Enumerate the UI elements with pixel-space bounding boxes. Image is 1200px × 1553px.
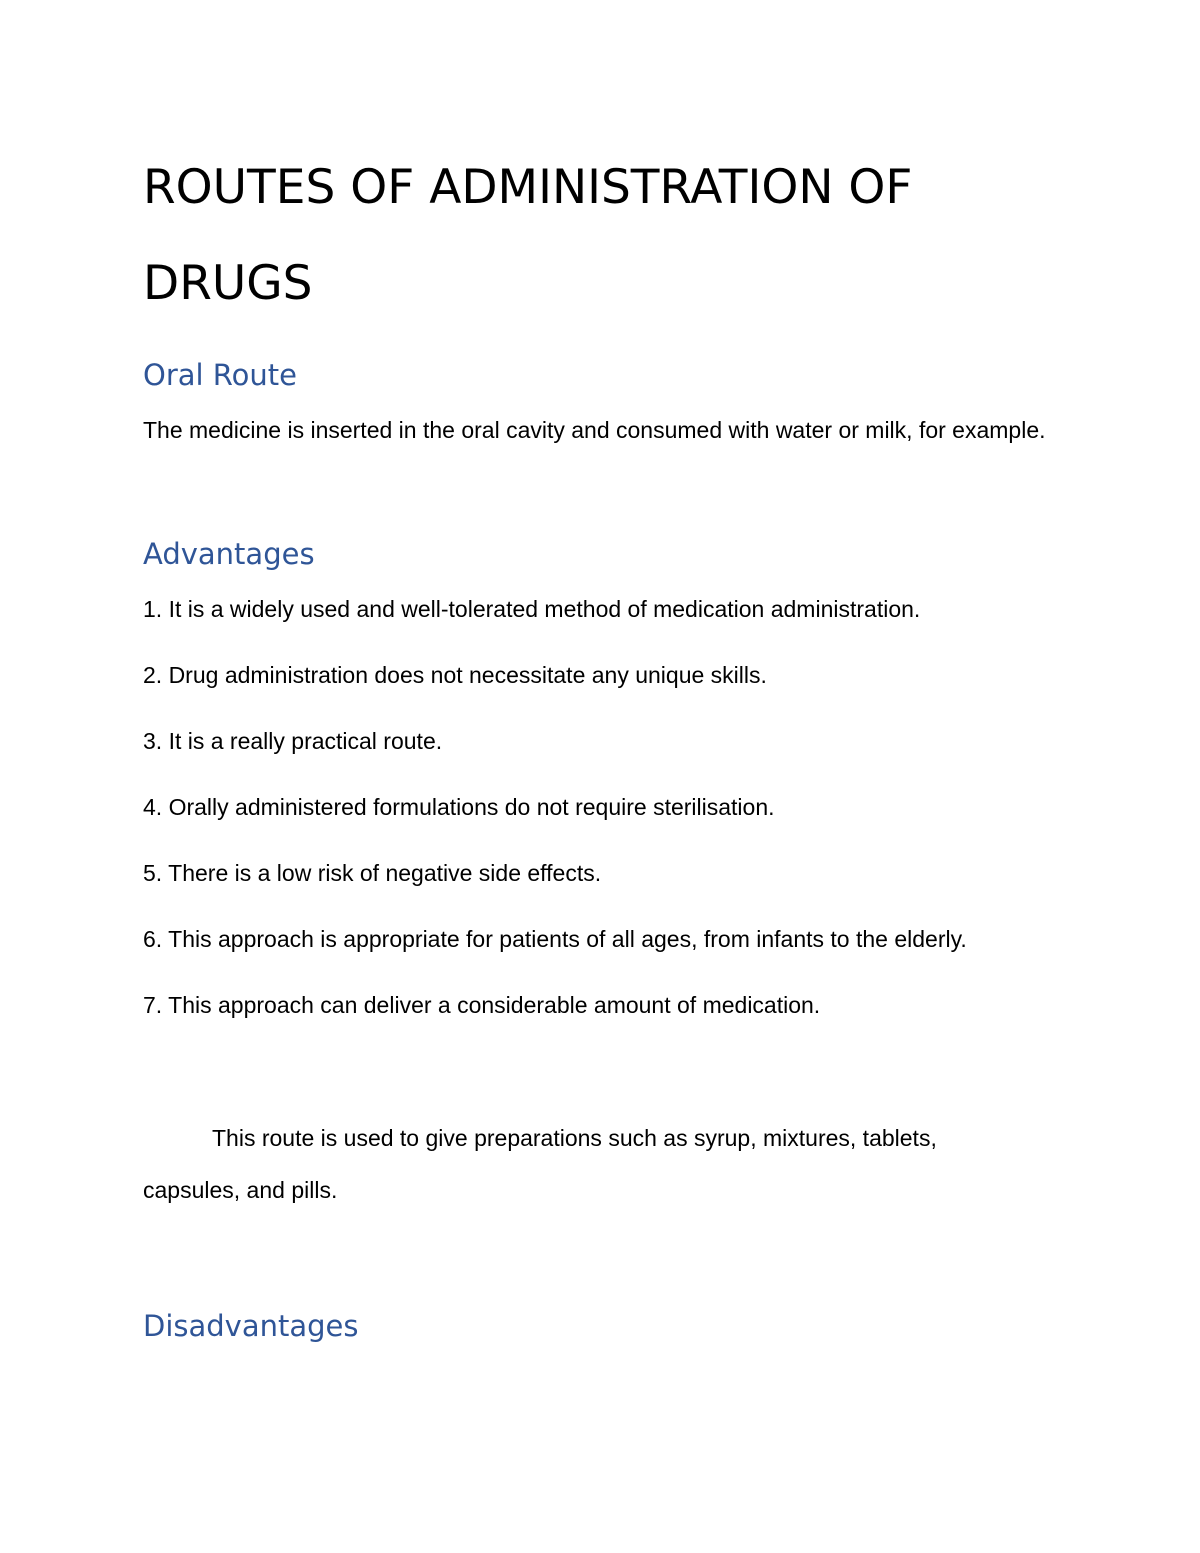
route-preparations-note: This route is used to give preparations such as syrup, mixtures, tablets, capsules, and pills. [143,1125,937,1203]
advantage-item-6: 6. This approach is appropriate for patients of all ages, from infants to the elderly. [143,926,967,952]
disadvantages-heading: Disadvantages [143,1309,359,1343]
advantage-item-5: 5. There is a low risk of negative side effects. [143,860,602,886]
advantage-item-1: 1. It is a widely used and well-tolerated method of medication administration. [143,596,921,622]
oral-route-heading: Oral Route [143,358,297,392]
advantage-item-7: 7. This approach can deliver a considerable amount of medication. [143,992,821,1018]
oral-route-description: The medicine is inserted in the oral cavity and consumed with water or milk, for example. [143,417,1046,443]
advantage-item-4: 4. Orally administered formulations do not require sterilisation. [143,794,775,820]
document-title: ROUTES OF ADMINISTRATION OF DRUGS [143,160,913,311]
advantages-heading: Advantages [143,537,315,571]
advantage-item-3: 3. It is a really practical route. [143,728,443,754]
advantage-item-2: 2. Drug administration does not necessitate any unique skills. [143,662,767,688]
